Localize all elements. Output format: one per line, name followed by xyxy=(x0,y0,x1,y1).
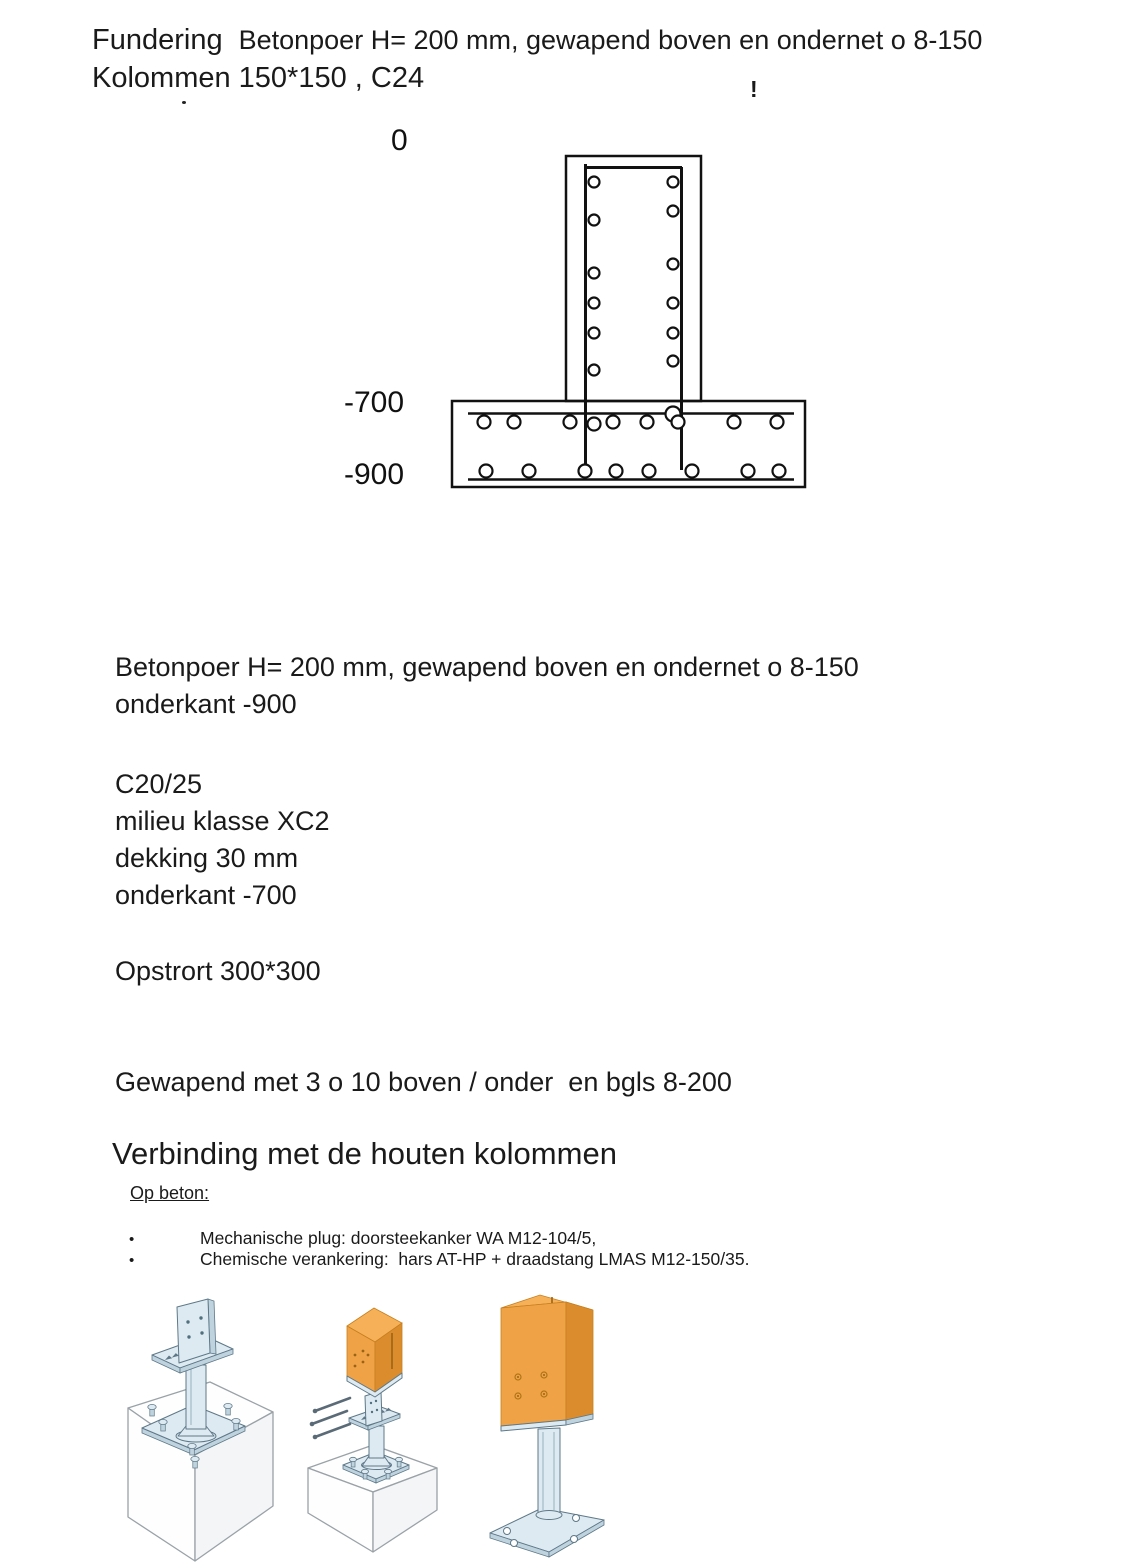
document-header xyxy=(92,24,982,57)
tube-base-flare xyxy=(536,1511,562,1520)
rebar-bar-circle xyxy=(773,465,786,478)
rebar-bar-circle xyxy=(579,465,592,478)
doc-header-line2: Kolommen 150*150 , C24 xyxy=(92,62,425,94)
rebar-bar-circle xyxy=(728,416,741,429)
rebar-bar-circle xyxy=(589,215,600,226)
spec-line: onderkant -900 xyxy=(115,689,297,719)
wood-column xyxy=(501,1295,593,1431)
bullet-icon: • xyxy=(129,1252,135,1269)
vertical-plate xyxy=(177,1299,210,1363)
spec-block-reinforcement xyxy=(115,1064,732,1101)
pedestal xyxy=(490,1428,604,1557)
rebar-bar-circle xyxy=(668,356,679,367)
rebar-bar-circle xyxy=(478,416,491,429)
bullet-text: Chemische verankering: hars AT-HP + draadstang LMAS M12-150/35. xyxy=(200,1249,750,1269)
bullet-item xyxy=(129,1228,596,1250)
elevation-label: -900 xyxy=(344,458,405,491)
bullet-text: Mechanische plug: doorsteekanker WA M12-104/5, xyxy=(200,1228,597,1248)
rebar-bar-circle xyxy=(643,465,656,478)
rebar-bar-circle xyxy=(589,365,600,376)
spec-line: milieu klasse XC2 xyxy=(115,806,330,836)
pedestal-tube xyxy=(369,1426,384,1458)
spec-block-concrete xyxy=(115,766,330,914)
rebar-bar-circle xyxy=(668,298,679,309)
spec-line: Betonpoer H= 200 mm, gewapend boven en ondernet o 8-150 xyxy=(115,652,859,682)
rebar-bar-circle xyxy=(607,416,620,429)
rebar-bar-circle xyxy=(610,465,623,478)
rebar-bar-circle xyxy=(742,465,755,478)
spec-block-betonpoer xyxy=(115,649,859,723)
spec-line: Gewapend met 3 o 10 boven / onder en bgls 8-200 xyxy=(115,1067,732,1097)
elevation-label: 0 xyxy=(391,124,408,157)
rebar-bar-circle xyxy=(668,206,679,217)
spec-line: dekking 30 mm xyxy=(115,843,299,873)
foundation-cross-section-diagram xyxy=(330,112,830,504)
rebar-bar-circle xyxy=(668,177,679,188)
section-heading: Verbinding met de houten kolommen xyxy=(112,1136,617,1171)
subsection-label: Op beton: xyxy=(130,1183,210,1203)
rebar-bar-circle xyxy=(508,416,521,429)
rebar-bar-circle xyxy=(641,416,654,429)
rebar-bar-circle xyxy=(564,416,577,429)
doc-subtitle: Betonpoer H= 200 mm, gewapend boven en ondernet o 8-150 xyxy=(238,25,983,55)
bullet-item xyxy=(129,1249,749,1271)
illustration-exploded-post-anchor-assembly xyxy=(305,1295,485,1557)
wood-column xyxy=(347,1308,402,1397)
rebar-bar-circle xyxy=(523,465,536,478)
rebar-bar-circle xyxy=(480,465,493,478)
rebar-bar-circle xyxy=(589,298,600,309)
rebar-bar-circle xyxy=(686,465,699,478)
stray-dot xyxy=(182,101,186,104)
post-anchor xyxy=(343,1391,409,1483)
illustration-column-on-pedestal xyxy=(480,1290,660,1568)
rebar-bar-circle xyxy=(771,416,784,429)
bullet-icon: • xyxy=(129,1231,135,1248)
pedestal-tube xyxy=(538,1428,560,1513)
rebar-bar-circle xyxy=(668,328,679,339)
elevation-label: -700 xyxy=(344,386,405,419)
rebar-bar-circle xyxy=(672,416,685,429)
spec-line: C20/25 xyxy=(115,769,203,799)
rebar-bar-circle xyxy=(588,418,601,431)
rebar-bar-circle xyxy=(668,259,679,270)
doc-title: Fundering xyxy=(92,24,223,56)
rebar-bar-circle xyxy=(589,328,600,339)
stray-exclamation-mark: ! xyxy=(750,76,758,102)
pedestal-tube xyxy=(186,1365,206,1429)
rebar-bar-circle xyxy=(589,177,600,188)
spec-block-opstort xyxy=(115,953,321,990)
dowel-pins xyxy=(310,1398,350,1439)
rebar-bar-circle xyxy=(589,268,600,279)
spec-line: Opstrort 300*300 xyxy=(115,956,321,986)
spec-line: onderkant -700 xyxy=(115,880,297,910)
